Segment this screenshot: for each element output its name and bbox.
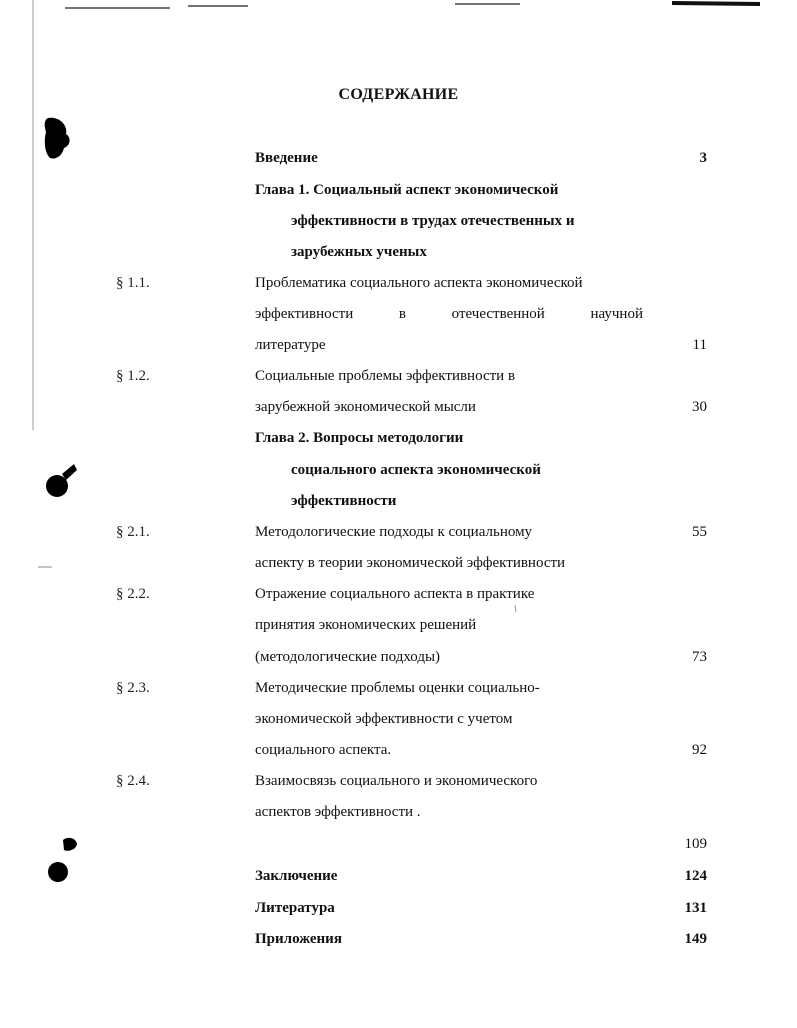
toc-page-number: 11 bbox=[692, 337, 707, 353]
toc-entry-text: Заключение bbox=[255, 868, 338, 884]
toc-entry-text: зарубежных ученых bbox=[291, 244, 427, 260]
toc-entry-text: аспектов эффективности . bbox=[255, 804, 421, 820]
toc-line bbox=[0, 831, 797, 857]
toc-page-number: 30 bbox=[692, 399, 707, 415]
toc-page-number: 3 bbox=[699, 150, 707, 166]
toc-entry-text: Проблематика социального аспекта экономической bbox=[255, 275, 583, 291]
toc-line-literature bbox=[0, 895, 797, 921]
toc-page-number: 73 bbox=[692, 649, 707, 665]
toc-entry-text: экономической эффективности с учетом bbox=[255, 711, 513, 727]
toc-line-section-1-2 bbox=[0, 363, 797, 389]
toc-entry-text: Приложения bbox=[255, 931, 342, 947]
toc-line bbox=[0, 612, 797, 638]
toc-line-section-1-1 bbox=[0, 270, 797, 296]
toc-line-chapter-2 bbox=[0, 425, 797, 451]
toc-page-number: 131 bbox=[684, 900, 707, 916]
toc-entry-text: аспекту в теории экономической эффективности bbox=[255, 555, 566, 571]
toc-word: научной bbox=[590, 306, 643, 322]
toc-entry-text: литературе bbox=[255, 337, 326, 353]
toc-line bbox=[0, 332, 797, 358]
toc-page-number: 124 bbox=[684, 868, 707, 884]
toc-entry-text: Методологические подходы к социальному bbox=[255, 524, 533, 540]
toc-entry-text: социального аспекта. bbox=[255, 742, 392, 758]
toc-entry-text: Глава 2. Вопросы методологии bbox=[255, 430, 464, 446]
toc-section-number: § 2.4. bbox=[116, 773, 150, 789]
toc-line bbox=[0, 208, 797, 234]
toc-entry-text: Введение bbox=[255, 150, 318, 166]
toc-word: в bbox=[398, 306, 406, 322]
toc-entry-text: Глава 1. Социальный аспект экономической bbox=[255, 182, 559, 198]
toc-entry-text: зарубежной экономической мысли bbox=[255, 399, 476, 415]
toc-line-section-2-3 bbox=[0, 675, 797, 701]
toc-line-section-2-4 bbox=[0, 768, 797, 794]
toc-line bbox=[0, 301, 797, 327]
toc-word: отечественной bbox=[451, 306, 545, 322]
page-title: СОДЕРЖАНИЕ bbox=[338, 86, 459, 103]
toc-entry-text: эффективности bbox=[291, 493, 397, 509]
toc-section-number: § 2.2. bbox=[116, 586, 150, 602]
toc-section-number: § 1.2. bbox=[116, 368, 150, 384]
toc-line-appendices bbox=[0, 926, 797, 952]
toc-line bbox=[0, 457, 797, 483]
toc-page-number: 149 bbox=[684, 931, 707, 947]
toc-page-number: 92 bbox=[692, 742, 707, 758]
toc-entry-text: Взаимосвязь социального и экономического bbox=[255, 773, 538, 789]
toc-line bbox=[0, 488, 797, 514]
toc-entry-text: принятия экономических решений bbox=[255, 617, 477, 633]
toc-word: эффективности bbox=[255, 306, 354, 322]
toc-section-number: § 2.1. bbox=[116, 524, 150, 540]
toc-line-conclusion bbox=[0, 863, 797, 889]
toc-line-section-2-1 bbox=[0, 519, 797, 545]
toc-entry-text: Литература bbox=[255, 900, 335, 916]
toc-entry-text-justified bbox=[255, 301, 643, 327]
toc-line bbox=[0, 799, 797, 825]
toc-entry-text: Отражение социального аспекта в практике bbox=[255, 586, 535, 602]
toc-line bbox=[0, 737, 797, 763]
toc-line-section-2-2 bbox=[0, 581, 797, 607]
toc-line-introduction bbox=[0, 145, 797, 171]
toc-line bbox=[0, 644, 797, 670]
toc-section-number: § 2.3. bbox=[116, 680, 150, 696]
toc-entry-text: Методические проблемы оценки социально- bbox=[255, 680, 540, 696]
toc-page-number: 55 bbox=[692, 524, 707, 540]
toc-entry-text: Социальные проблемы эффективности в bbox=[255, 368, 516, 384]
top-scan-line bbox=[672, 3, 760, 4]
toc-entry-text: (методологические подходы) bbox=[255, 649, 441, 665]
toc-page-number: 109 bbox=[684, 836, 707, 852]
toc-line bbox=[0, 706, 797, 732]
toc-line-chapter-1 bbox=[0, 177, 797, 203]
toc-entry-text: социального аспекта экономической bbox=[291, 462, 541, 478]
toc-section-number: § 1.1. bbox=[116, 275, 150, 291]
toc-line bbox=[0, 394, 797, 420]
toc-line bbox=[0, 550, 797, 576]
toc-line bbox=[0, 239, 797, 265]
toc-entry-text: эффективности в трудах отечественных и bbox=[291, 213, 575, 229]
